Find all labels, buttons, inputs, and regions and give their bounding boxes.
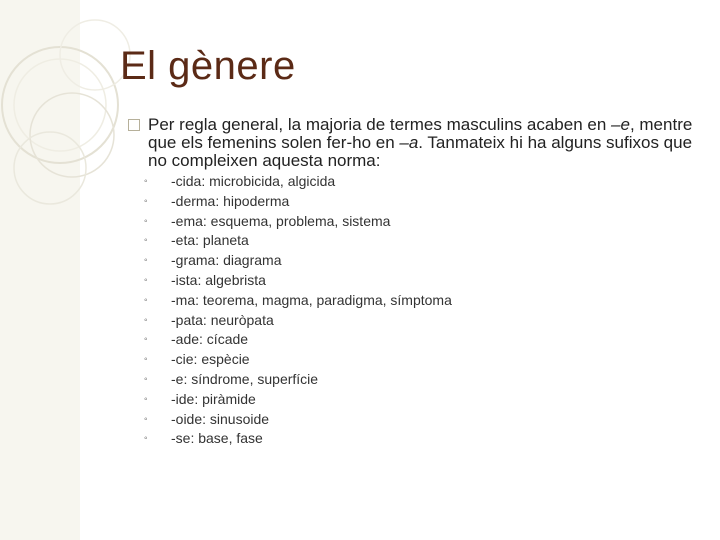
intro-emphasis-e: –e: [611, 115, 630, 134]
list-item: [144, 291, 452, 311]
suffix-list: [144, 172, 452, 449]
circle-bullet-icon: ◦: [144, 215, 148, 227]
list-item-text: -se: base, fase: [171, 430, 263, 447]
list-item-text: -ade: cícade: [171, 331, 249, 348]
list-item-text: -pata: neuròpata: [171, 311, 274, 328]
circle-bullet-icon: ◦: [144, 235, 148, 247]
list-item-text: -ema: esquema, problema, sistema: [171, 212, 391, 229]
list-item-text: -ma: teorema, magma, paradigma, símptoma: [171, 291, 452, 308]
list-item: [144, 370, 452, 390]
list-item-text: -cida: microbicida, algicida: [171, 173, 336, 189]
list-item: [144, 271, 452, 291]
circle-bullet-icon: ◦: [144, 195, 148, 207]
list-item-text: -cie: espècie: [171, 351, 250, 368]
circle-bullet-icon: ◦: [144, 354, 148, 366]
list-item-text: -ide: piràmide: [171, 390, 256, 407]
list-item: [144, 390, 452, 410]
list-item: [144, 330, 452, 350]
slide-title: El gènere: [120, 44, 296, 88]
list-item: [144, 350, 452, 370]
list-item-text: -oide: sinusoide: [171, 410, 270, 427]
intro-text-2: , mentre que els femenins solen fer-ho en: [148, 115, 693, 152]
circle-bullet-icon: ◦: [144, 314, 148, 326]
intro-paragraph: [148, 116, 696, 170]
list-item: [144, 192, 452, 212]
intro-text-3: . Tanmateix hi ha alguns sufixos que no compleixen aquesta norma:: [148, 133, 693, 170]
intro-emphasis-a: –a: [399, 133, 419, 152]
list-item-text: -e: síndrome, superfície: [171, 370, 319, 387]
list-item-text: -eta: planeta: [171, 232, 249, 249]
list-item-text: -ista: algebrista: [171, 271, 266, 288]
list-item: [144, 410, 452, 430]
circle-bullet-icon: ◦: [144, 413, 148, 425]
circle-bullet-icon: ◦: [144, 433, 148, 445]
circle-bullet-icon: ◦: [144, 393, 148, 405]
left-decor-band: [0, 0, 80, 540]
intro-text-1: Per regla general, la majoria de termes masculins acaben en: [148, 115, 612, 134]
list-item-text: -grama: diagrama: [171, 252, 282, 269]
list-item: [144, 429, 452, 449]
circle-bullet-icon: ◦: [144, 255, 148, 267]
list-item: [144, 251, 452, 271]
list-item: [144, 172, 452, 192]
circle-bullet-icon: ◦: [144, 334, 148, 346]
list-item-text: -derma: hipoderma: [171, 192, 290, 209]
circle-bullet-icon: ◦: [144, 274, 148, 286]
list-item: [144, 231, 452, 251]
list-item: [144, 212, 452, 232]
list-item: [144, 311, 452, 331]
circle-bullet-icon: ◦: [144, 176, 148, 187]
circle-bullet-icon: ◦: [144, 373, 148, 385]
circle-bullet-icon: ◦: [144, 294, 148, 306]
square-bullet-icon: [128, 119, 140, 131]
